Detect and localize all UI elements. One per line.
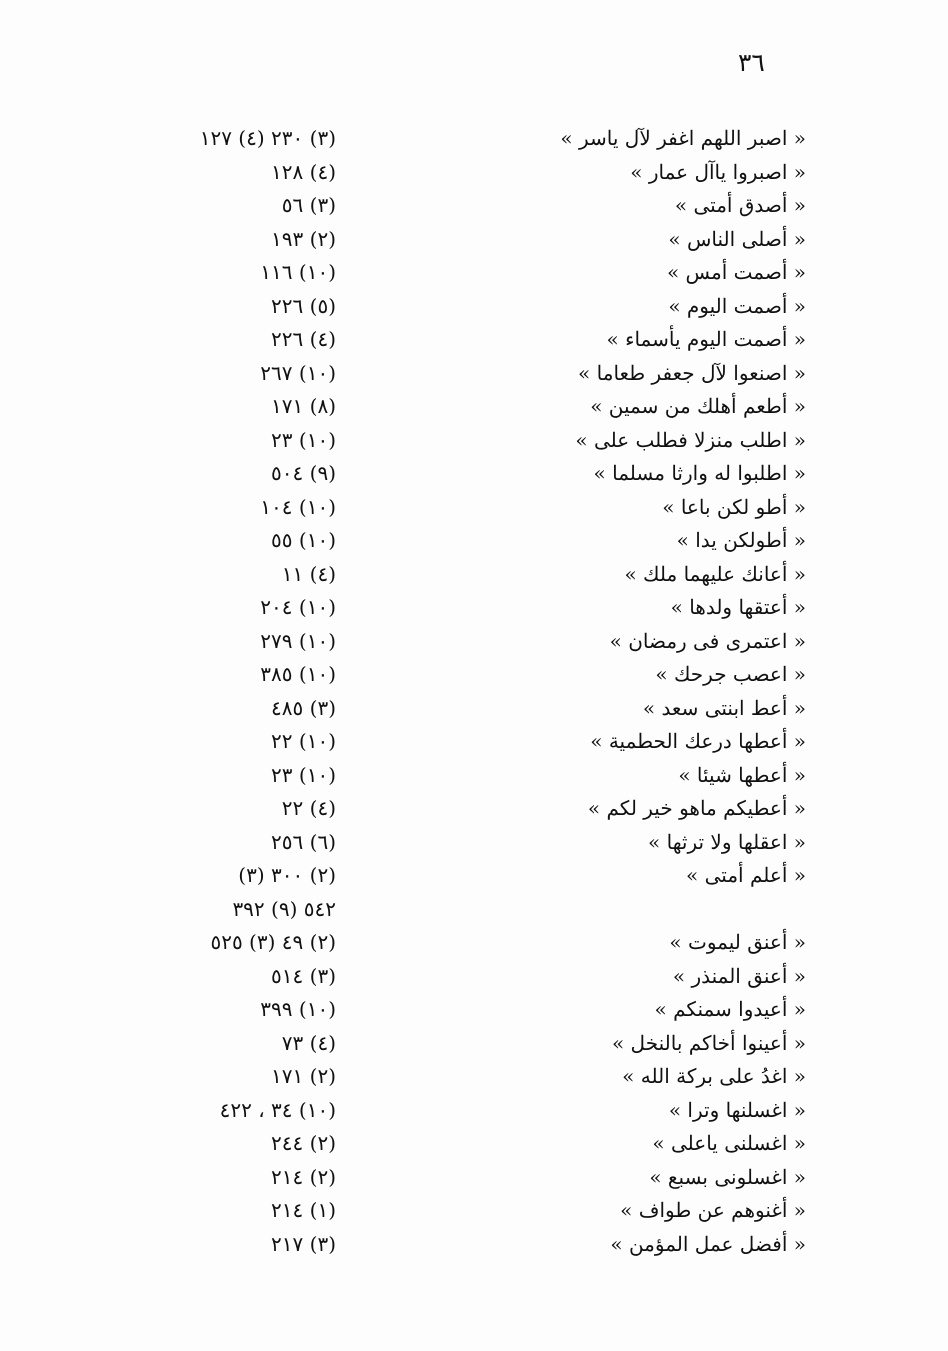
hadith-phrase: « أطو لكن باعا » (662, 494, 806, 519)
index-row (0, 290, 948, 324)
volume-page-refs: (٤) ١١ (281, 561, 336, 586)
index-row (0, 926, 948, 960)
hadith-phrase: « اعصب جرحك » (655, 662, 806, 686)
volume-page-refs: (٤) ٢٢٦ (271, 327, 336, 351)
hadith-phrase: « أفضل عمل المؤمن » (610, 1231, 806, 1256)
index-row (0, 792, 948, 826)
volume-page-refs: (١٠) ٢٣ (271, 427, 336, 452)
hadith-phrase: « اطلبوا له وارثا مسلما » (593, 461, 806, 485)
volume-page-refs: (١٠) ١٠٤ (260, 494, 336, 519)
volume-page-refs: (٥) ٢٢٦ (271, 293, 336, 318)
volume-page-refs: (٤) ٢٢ (281, 796, 336, 820)
index-row (0, 692, 948, 726)
volume-page-refs: (٣) ٥١٤ (271, 963, 336, 988)
hadith-phrase: « اطلب منزلا فطلب على » (575, 427, 806, 452)
index-row (0, 122, 948, 156)
hadith-phrase: « أعنق ليموت » (669, 930, 806, 954)
index-row (0, 558, 948, 592)
index-row (0, 223, 948, 257)
volume-page-refs: (١) ٢١٤ (271, 1198, 336, 1222)
volume-page-refs: (٢) ٤٩ (٣) ٥٢٥ (210, 930, 336, 954)
hadith-phrase: « أصمت اليوم يأسماء » (606, 327, 806, 351)
hadith-phrase: « اغسلنها وترا » (668, 1097, 806, 1122)
volume-page-refs: (٢) ١٩٣ (271, 226, 336, 251)
index-row (0, 1027, 948, 1061)
index-row (0, 725, 948, 759)
index-row (0, 1127, 948, 1161)
volume-page-refs: (٣) ٢٣٠ (٤) ١٢٧ (199, 126, 336, 150)
hadith-phrase: « أصمت اليوم » (668, 293, 806, 318)
index-row (0, 826, 948, 860)
volume-page-refs: (١٠) ٢٦٧ (260, 360, 336, 385)
volume-page-refs: (١٠) ٢٧٩ (260, 628, 336, 653)
volume-page-refs: (٤) ١٢٨ (271, 159, 336, 184)
volume-page-refs: (١٠) ٣٩٩ (260, 997, 336, 1021)
index-row (0, 1194, 948, 1228)
volume-page-refs: (٢) ٢١٤ (271, 1164, 336, 1189)
hadith-phrase: « اغدُ على بركة الله » (622, 1064, 806, 1088)
hadith-phrase: « أطولكن يدا » (676, 528, 806, 552)
index-row (0, 457, 948, 491)
volume-page-refs: (٣) ٥٦ (281, 193, 336, 217)
page-number: ٣٦ (738, 48, 765, 77)
index-row (0, 424, 948, 458)
hadith-phrase: « أعلم أمتى » (686, 863, 806, 887)
hadith-phrase: « اعقلها ولا ترثها » (648, 829, 806, 854)
index-row (0, 759, 948, 793)
hadith-phrase: « أعينوا أخاكم بالنخل » (611, 1030, 806, 1055)
index-row (0, 1060, 948, 1094)
index-row (0, 591, 948, 625)
hadith-phrase: « أعطها شيئا » (678, 762, 806, 787)
hadith-phrase: « أغنوهم عن طواف » (620, 1198, 806, 1222)
hadith-phrase: « أعط ابنتى سعد » (642, 695, 806, 720)
volume-page-refs: (٣) ٢١٧ (271, 1231, 336, 1256)
hadith-phrase: « اصنعوا لآل جعفر طعاما » (578, 360, 806, 385)
index-row (0, 357, 948, 391)
hadith-phrase: « أعيدوا سمنكم » (654, 997, 806, 1021)
volume-page-refs: (٢) ٢٤٤ (271, 1131, 336, 1155)
index-row (0, 893, 948, 927)
hadith-index-list (0, 122, 948, 1262)
index-row (0, 189, 948, 223)
index-row (0, 156, 948, 190)
volume-page-refs: (٢) ٣٠٠ (٣) (238, 863, 336, 887)
index-row (0, 625, 948, 659)
hadith-phrase: « أصلى الناس » (668, 226, 806, 251)
index-row (0, 960, 948, 994)
index-row (0, 1228, 948, 1262)
hadith-phrase: « أعطها درعك الحطمية » (590, 729, 806, 753)
volume-page-refs: (٨) ١٧١ (271, 394, 336, 418)
hadith-phrase: « أعنق المنذر » (672, 963, 806, 988)
volume-page-refs: (١٠) ٣٤ ، ٤٢٢ (219, 1097, 336, 1122)
index-row (0, 1094, 948, 1128)
hadith-phrase: « اصبروا ياآل عمار » (630, 159, 806, 184)
index-row (0, 491, 948, 525)
hadith-phrase: « أصمت أمس » (666, 260, 806, 284)
volume-page-refs: (٩) ٥٠٤ (271, 461, 336, 485)
volume-page-refs: (٤) ٧٣ (281, 1030, 336, 1055)
volume-page-refs: ٥٤٢ (٩) ٣٩٢ (232, 896, 336, 921)
index-row (0, 658, 948, 692)
volume-page-refs: (٣) ٤٨٥ (271, 695, 336, 720)
index-row (0, 859, 948, 893)
index-row (0, 993, 948, 1027)
hadith-phrase: « أعانك عليهما ملك » (624, 561, 806, 586)
hadith-phrase: « أصدق أمتى » (674, 193, 806, 217)
index-row (0, 390, 948, 424)
index-row (0, 1161, 948, 1195)
volume-page-refs: (١٠) ٢٠٤ (260, 595, 336, 619)
hadith-phrase: « اعتمرى فى رمضان » (609, 628, 806, 653)
volume-page-refs: (٢) ١٧١ (271, 1064, 336, 1088)
index-row (0, 323, 948, 357)
volume-page-refs: (١٠) ٣٨٥ (260, 662, 336, 686)
volume-page-refs: (٦) ٢٥٦ (271, 829, 336, 854)
hadith-phrase: « أعتقها ولدها » (670, 595, 806, 619)
index-row (0, 256, 948, 290)
hadith-phrase: « أعطيكم ماهو خير لكم » (587, 796, 806, 820)
volume-page-refs: (١٠) ١١٦ (260, 260, 336, 284)
volume-page-refs: (١٠) ٥٥ (271, 528, 336, 552)
volume-page-refs: (١٠) ٢٣ (271, 762, 336, 787)
hadith-phrase: « أطعم أهلك من سمين » (590, 394, 806, 418)
hadith-phrase: « اغسلونى بسبع » (649, 1164, 806, 1189)
volume-page-refs: (١٠) ٢٢ (271, 729, 336, 753)
hadith-phrase: « اصبر اللهم اغفر لآل ياسر » (560, 126, 806, 150)
index-row (0, 524, 948, 558)
hadith-phrase: « اغسلنى ياعلى » (652, 1131, 806, 1155)
